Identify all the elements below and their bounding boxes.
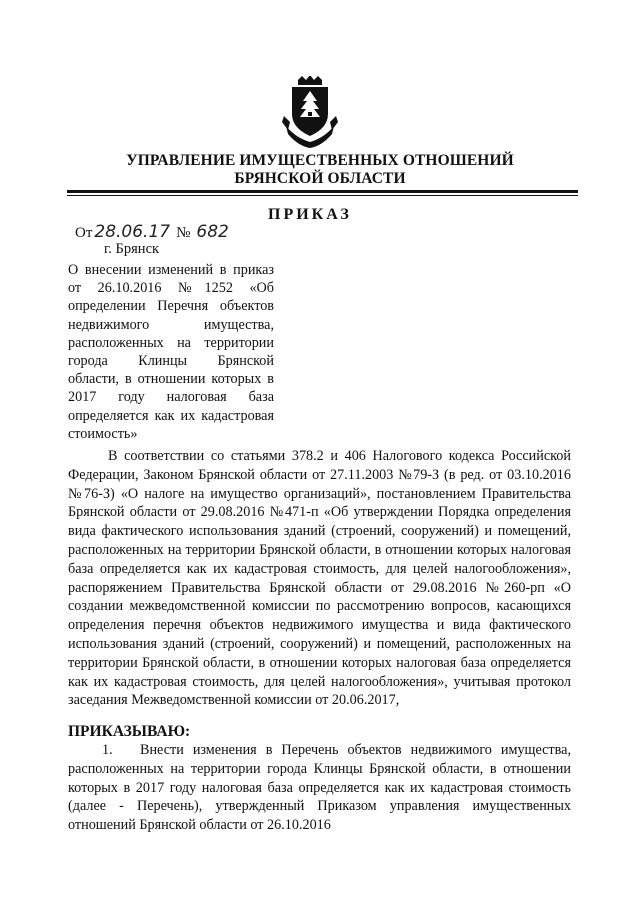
order-subject: О внесении изменений в приказ от 26.10.2016 №1252 «Об определении Перечня объектов недвижимого имущества, расположенных на территории города Клинцы Брянской области, в отношении которых в 2017 году налоговая база определяется как их кадастровая стоимость» [68, 262, 274, 442]
number-sign: № [176, 225, 191, 241]
org-name-line1: УПРАВЛЕНИЕ ИМУЩЕСТВЕННЫХ ОТНОШЕНИЙ [126, 152, 514, 169]
date-prefix: От [75, 225, 93, 241]
order-item [68, 741, 571, 835]
document-title: ПРИКАЗ [268, 206, 352, 223]
order-heading: ПРИКАЗЫВАЮ: [68, 723, 191, 740]
handwritten-date: 28.06.17 [94, 222, 171, 242]
header-divider-thin [67, 195, 578, 196]
org-name-line2: БРЯНСКОЙ ОБЛАСТИ [234, 170, 406, 187]
city-name: г. Брянск [104, 241, 160, 257]
handwritten-number: 682 [196, 222, 229, 242]
header-divider-thick [67, 190, 578, 193]
date-number-line [75, 222, 229, 242]
coat-of-arms-emblem [282, 76, 338, 148]
preamble-paragraph: В соответствии со статьями 378.2 и 406 Налогового кодекса Российской Федерации, Законом Брянской области от 27.11.2003 №79-З (в ред. от 03.10.2016 №76-З) «О налоге на имущество организаций», постановлением Правительства Брянской области от 29.08.2016 №471-п «Об утверждении Порядка определения вида фактического использования зданий (строений, сооружений) и помещений, расположенных на территории Брянской области, в отношении которых налоговая база определяется как их кадастровая стоимость, для целей налогообложения», распоряжением Правительства Брянской области от 29.08.2016 №260-рп «О создании межведомственной комиссии по рассмотрению вопросов, касающихся определения перечня объектов недвижимого имущества и вида фактического использования зданий (строений, сооружений) и помещений, расположенных на территории Брянской области, в отношении которых налоговая база определяется как их кадастровая стоимость, для целей налогообложения», учитывая протокол заседания Межведомственной комиссии от 20.06.2017, [68, 448, 571, 709]
order-item-number: 1. [102, 742, 113, 758]
order-item-text: Внести изменения в Перечень объектов недвижимого имущества, расположенных на территории города Клинцы Брянской области, в отношении которых в 2017 году налоговая база определяется как их кадастровая стоимость (далее - Перечень), утвержденный Приказом управления имущественных отношений Брянской области от 26.10.2016 [68, 742, 571, 834]
